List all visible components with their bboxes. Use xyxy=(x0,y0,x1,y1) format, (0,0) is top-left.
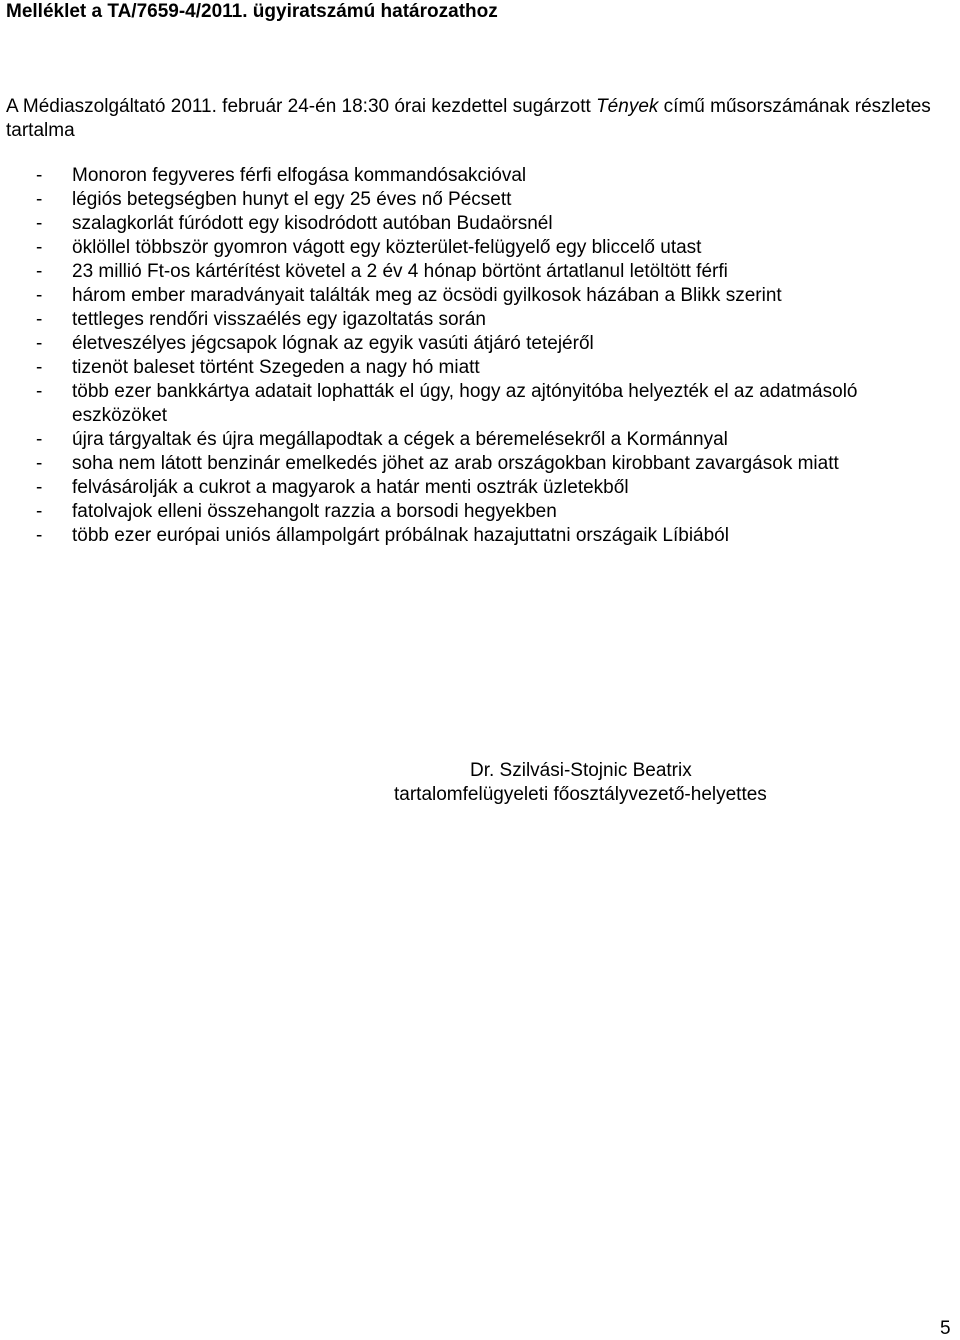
list-dash: - xyxy=(36,285,43,306)
list-item-text: felvásárolják a cukrot a magyarok a határ menti osztrák üzletekből xyxy=(72,477,629,498)
intro-text-after: című műsorszámának részletes tartalma xyxy=(6,96,931,141)
intro-paragraph xyxy=(6,95,956,143)
list-item-text: újra tárgyaltak és újra megállapodtak a cégek a béremelésekről a Kormánnyal xyxy=(72,429,728,450)
list-item xyxy=(0,212,960,236)
program-title: Tények xyxy=(596,96,659,117)
list-item xyxy=(0,452,960,476)
list-item-text: tizenöt baleset történt Szegeden a nagy hó miatt xyxy=(72,357,480,378)
list-item-text: fatolvajok elleni összehangolt razzia a borsodi hegyekben xyxy=(72,501,557,522)
list-item-text: több ezer bankkártya adatait lophatták el úgy, hogy az ajtónyitóba helyezték el az adatmásoló eszközöket xyxy=(72,381,858,426)
list-item xyxy=(0,476,960,500)
list-item-text: szalagkorlát fúródott egy kisodródott autóban Budaörsnél xyxy=(72,213,553,234)
list-dash: - xyxy=(36,189,43,210)
list-dash: - xyxy=(36,381,43,402)
list-dash: - xyxy=(36,309,43,330)
document-heading: Melléklet a TA/7659-4/2011. ügyiratszámú határozathoz xyxy=(6,1,498,22)
list-item-text: légiós betegségben hunyt el egy 25 éves nő Pécsett xyxy=(72,189,512,210)
signatory-name: Dr. Szilvási-Stojnic Beatrix xyxy=(470,760,692,781)
intro-text-before: A Médiaszolgáltató 2011. február 24-én 18:30 órai kezdettel sugárzott xyxy=(6,96,597,117)
list-item-text: életveszélyes jégcsapok lógnak az egyik vasúti átjáró tetejéről xyxy=(72,333,594,354)
list-dash: - xyxy=(36,501,43,522)
list-dash: - xyxy=(36,165,43,186)
list-item xyxy=(0,284,960,308)
list-item-text: három ember maradványait találták meg az öcsödi gyilkosok házában a Blikk szerint xyxy=(72,285,782,306)
list-dash: - xyxy=(36,237,43,258)
list-item xyxy=(0,500,960,524)
list-item xyxy=(0,380,960,428)
list-item xyxy=(0,428,960,452)
list-item xyxy=(0,524,960,548)
list-dash: - xyxy=(36,333,43,354)
list-item-text: tettleges rendőri visszaélés egy igazoltatás során xyxy=(72,309,487,330)
list-item xyxy=(0,188,960,212)
list-dash: - xyxy=(36,429,43,450)
signatory-title: tartalomfelügyeleti főosztályvezető-helyettes xyxy=(394,784,767,805)
list-dash: - xyxy=(36,477,43,498)
list-item xyxy=(0,236,960,260)
list-item xyxy=(0,308,960,332)
list-item xyxy=(0,332,960,356)
page-number: 5 xyxy=(940,1318,951,1339)
list-item-text: Monoron fegyveres férfi elfogása kommandósakcióval xyxy=(72,165,527,186)
list-dash: - xyxy=(36,525,43,546)
list-item xyxy=(0,356,960,380)
list-item xyxy=(0,260,960,284)
list-item-text: 23 millió Ft-os kártérítést követel a 2 év 4 hónap börtönt ártatlanul letöltött férfi xyxy=(72,261,728,282)
list-item-text: több ezer európai uniós állampolgárt próbálnak hazajuttatni országaik Líbiából xyxy=(72,525,729,546)
list-dash: - xyxy=(36,213,43,234)
list-item-text: soha nem látott benzinár emelkedés jöhet az arab országokban kirobbant zavargások miatt xyxy=(72,453,839,474)
list-dash: - xyxy=(36,453,43,474)
list-item-text: öklöllel többször gyomron vágott egy közterület-felügyelő egy bliccelő utast xyxy=(72,237,702,258)
list-dash: - xyxy=(36,261,43,282)
list-item xyxy=(0,164,960,188)
content-list xyxy=(0,164,960,548)
list-dash: - xyxy=(36,357,43,378)
